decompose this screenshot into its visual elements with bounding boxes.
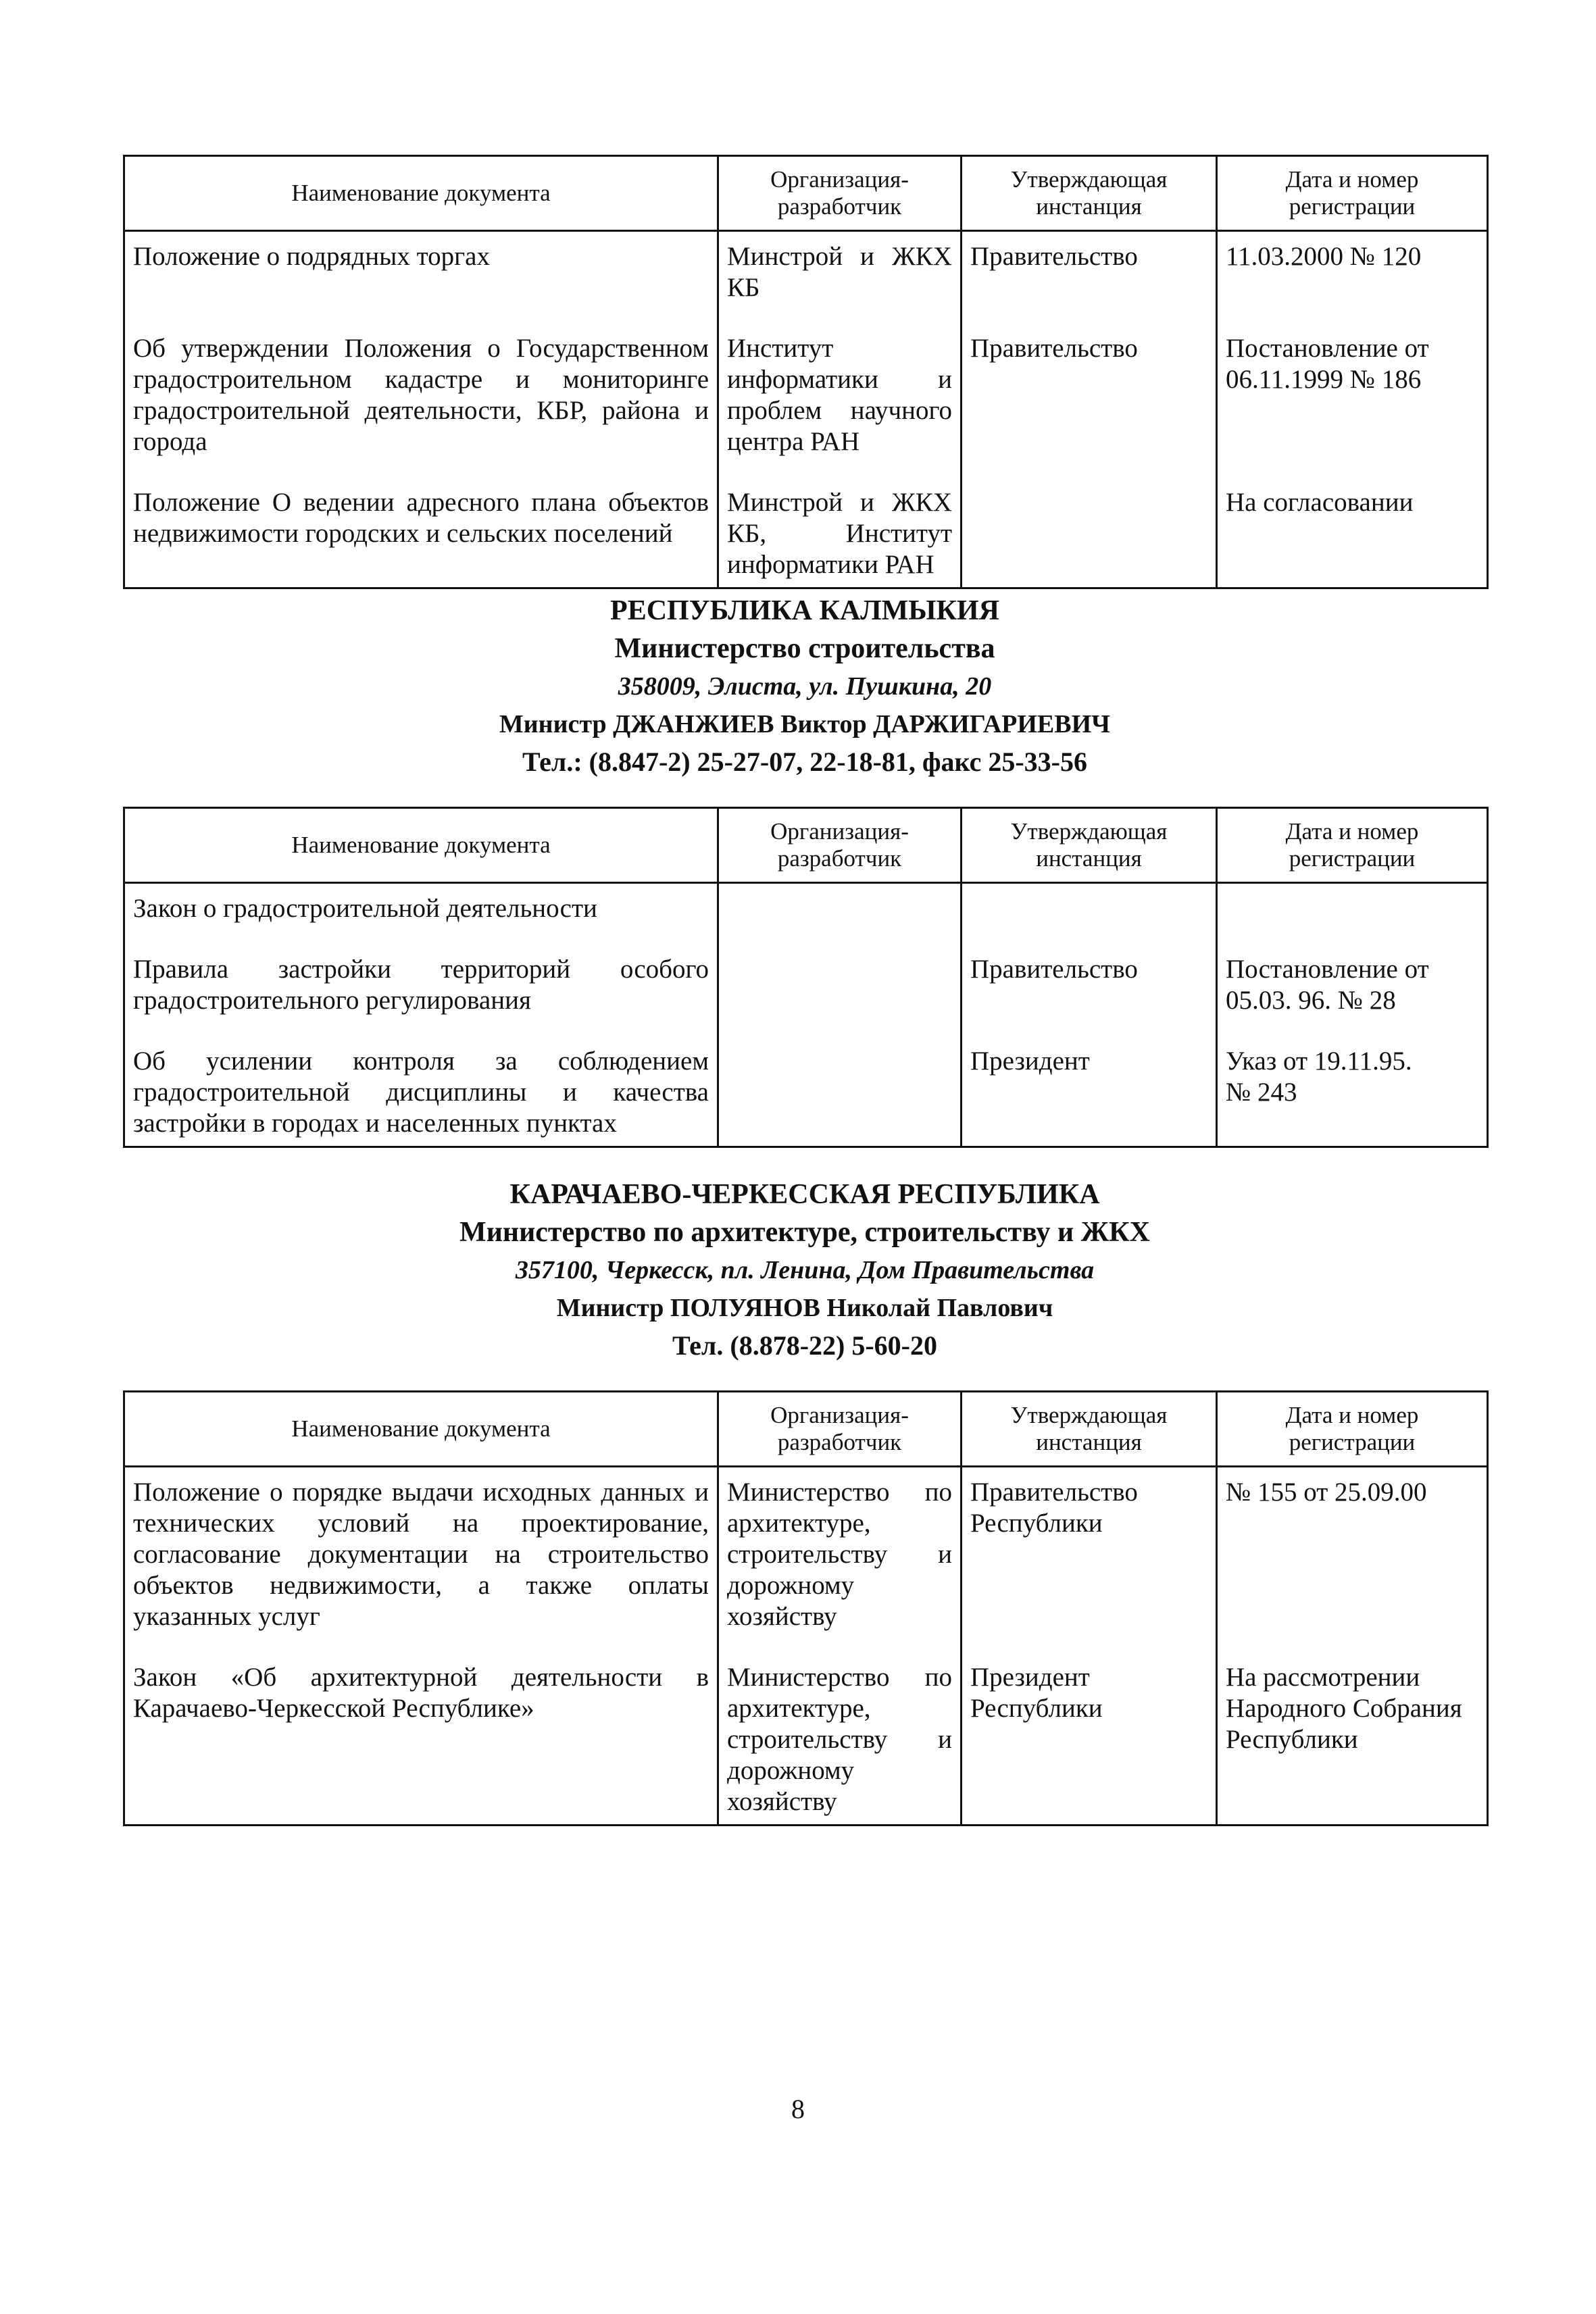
instance-cell: Правительство: [962, 231, 1217, 330]
table-header-row: [124, 156, 1488, 231]
instance-cell: [962, 483, 1217, 588]
instance-cell: Правительство: [962, 329, 1217, 483]
org-block-kchr: [123, 1176, 1487, 1365]
region-title: РЕСПУБЛИКА КАЛМЫКИЯ: [610, 595, 999, 626]
table-row: [124, 883, 1488, 951]
header-org: Организация- разработчик: [718, 1392, 962, 1467]
ministry-name: Министерство по архитектуре, строительству и ЖКХ: [459, 1217, 1150, 1248]
org-cell: Минстрой и ЖКХ КБ: [718, 231, 962, 330]
date-cell: На согласовании: [1217, 483, 1488, 588]
date-cell: 11.03.2000 № 120: [1217, 231, 1488, 330]
header-date: Дата и номер регистрации: [1217, 156, 1488, 231]
doc-name-cell: Положение о подрядных торгах: [124, 231, 718, 330]
date-cell: Постановление от 05.03. 96. № 28: [1217, 950, 1488, 1042]
header-org: Организация- разработчик: [718, 156, 962, 231]
doc-name-cell: Закон «Об архитектурной деятельности в Карачаево-Черкесской Республике»: [124, 1658, 718, 1826]
table-row: [124, 231, 1488, 330]
header-instance: Утверждающая инстанция: [962, 1392, 1217, 1467]
header-doc-name: Наименование документа: [124, 156, 718, 231]
doc-name-cell: Правила застройки территорий особого градостроительного регулирования: [124, 950, 718, 1042]
instance-cell: Правительство: [962, 950, 1217, 1042]
org-cell: Институт информатики и проблем научного центра РАН: [718, 329, 962, 483]
org-cell: Министерство по архитектуре, строительству и дорожному хозяйству: [718, 1467, 962, 1659]
ministry-address: 358009, Элиста, ул. Пушкина, 20: [618, 672, 992, 701]
date-cell: [1217, 883, 1488, 951]
doc-name-cell: Об утверждении Положения о Государственном градостроительном кадастре и мониторинге градостроительной деятельности, КБР, района и города: [124, 329, 718, 483]
table-row: [124, 1467, 1488, 1659]
table-header-row: [124, 808, 1488, 883]
header-doc-name: Наименование документа: [124, 808, 718, 883]
instance-cell: Президент: [962, 1042, 1217, 1147]
ministry-phone: Тел. (8.878-22) 5-60-20: [672, 1330, 937, 1361]
header-date: Дата и номер регистрации: [1217, 808, 1488, 883]
ministry-phone: Тел.: (8.847-2) 25-27-07, 22-18-81, факс 25-33-56: [522, 747, 1088, 777]
header-instance: Утверждающая инстанция: [962, 156, 1217, 231]
date-cell: Постановление от 06.11.1999 № 186: [1217, 329, 1488, 483]
ministry-name: Министерство строительства: [614, 633, 995, 664]
table-header-row: [124, 1392, 1488, 1467]
instance-cell: Президент Республики: [962, 1658, 1217, 1826]
header-doc-name: Наименование документа: [124, 1392, 718, 1467]
header-org: Организация- разработчик: [718, 808, 962, 883]
table-row: [124, 950, 1488, 1042]
page-number: 8: [791, 2094, 805, 2124]
documents-table-kchr: [123, 1390, 1489, 1826]
org-cell: [718, 883, 962, 951]
table-row: [124, 1658, 1488, 1826]
region-title: КАРАЧАЕВО-ЧЕРКЕССКАЯ РЕСПУБЛИКА: [509, 1179, 1100, 1210]
documents-table-kbr: [123, 155, 1489, 589]
doc-name-cell: Положение О ведении адресного плана объектов недвижимости городских и сельских поселений: [124, 483, 718, 588]
doc-name-cell: Положение о порядке выдачи исходных данных и технических условий на проектирование, согласование документации на строительство объектов недвижимости, а также оплаты указанных услуг: [124, 1467, 718, 1659]
header-date: Дата и номер регистрации: [1217, 1392, 1488, 1467]
instance-cell: Правительство Республики: [962, 1467, 1217, 1659]
ministry-address: 357100, Черкесск, пл. Ленина, Дом Правительства: [515, 1256, 1095, 1284]
minister-name: Министр ПОЛУЯНОВ Николай Павлович: [556, 1294, 1053, 1322]
org-cell: Министерство по архитектуре, строительству и дорожному хозяйству: [718, 1658, 962, 1826]
org-cell: [718, 1042, 962, 1147]
instance-cell: [962, 883, 1217, 951]
table-row: [124, 1042, 1488, 1147]
table-row: [124, 329, 1488, 483]
date-cell: Указ от 19.11.95. № 243: [1217, 1042, 1488, 1147]
documents-table-kalmykia: [123, 807, 1489, 1148]
date-cell: № 155 от 25.09.00: [1217, 1467, 1488, 1659]
org-cell: Минстрой и ЖКХ КБ, Институт информатики РАН: [718, 483, 962, 588]
date-cell: На рассмотрении Народного Собрания Республики: [1217, 1658, 1488, 1826]
minister-name: Министр ДЖАНЖИЕВ Виктор ДАРЖИГАРИЕВИЧ: [499, 710, 1111, 738]
org-cell: [718, 950, 962, 1042]
table-row: [124, 483, 1488, 588]
doc-name-cell: Об усилении контроля за соблюдением градостроительной дисциплины и качества застройки в городах и населенных пунктах: [124, 1042, 718, 1147]
org-block-kalmykia: [123, 592, 1487, 781]
header-instance: Утверждающая инстанция: [962, 808, 1217, 883]
doc-name-cell: Закон о градостроительной деятельности: [124, 883, 718, 951]
